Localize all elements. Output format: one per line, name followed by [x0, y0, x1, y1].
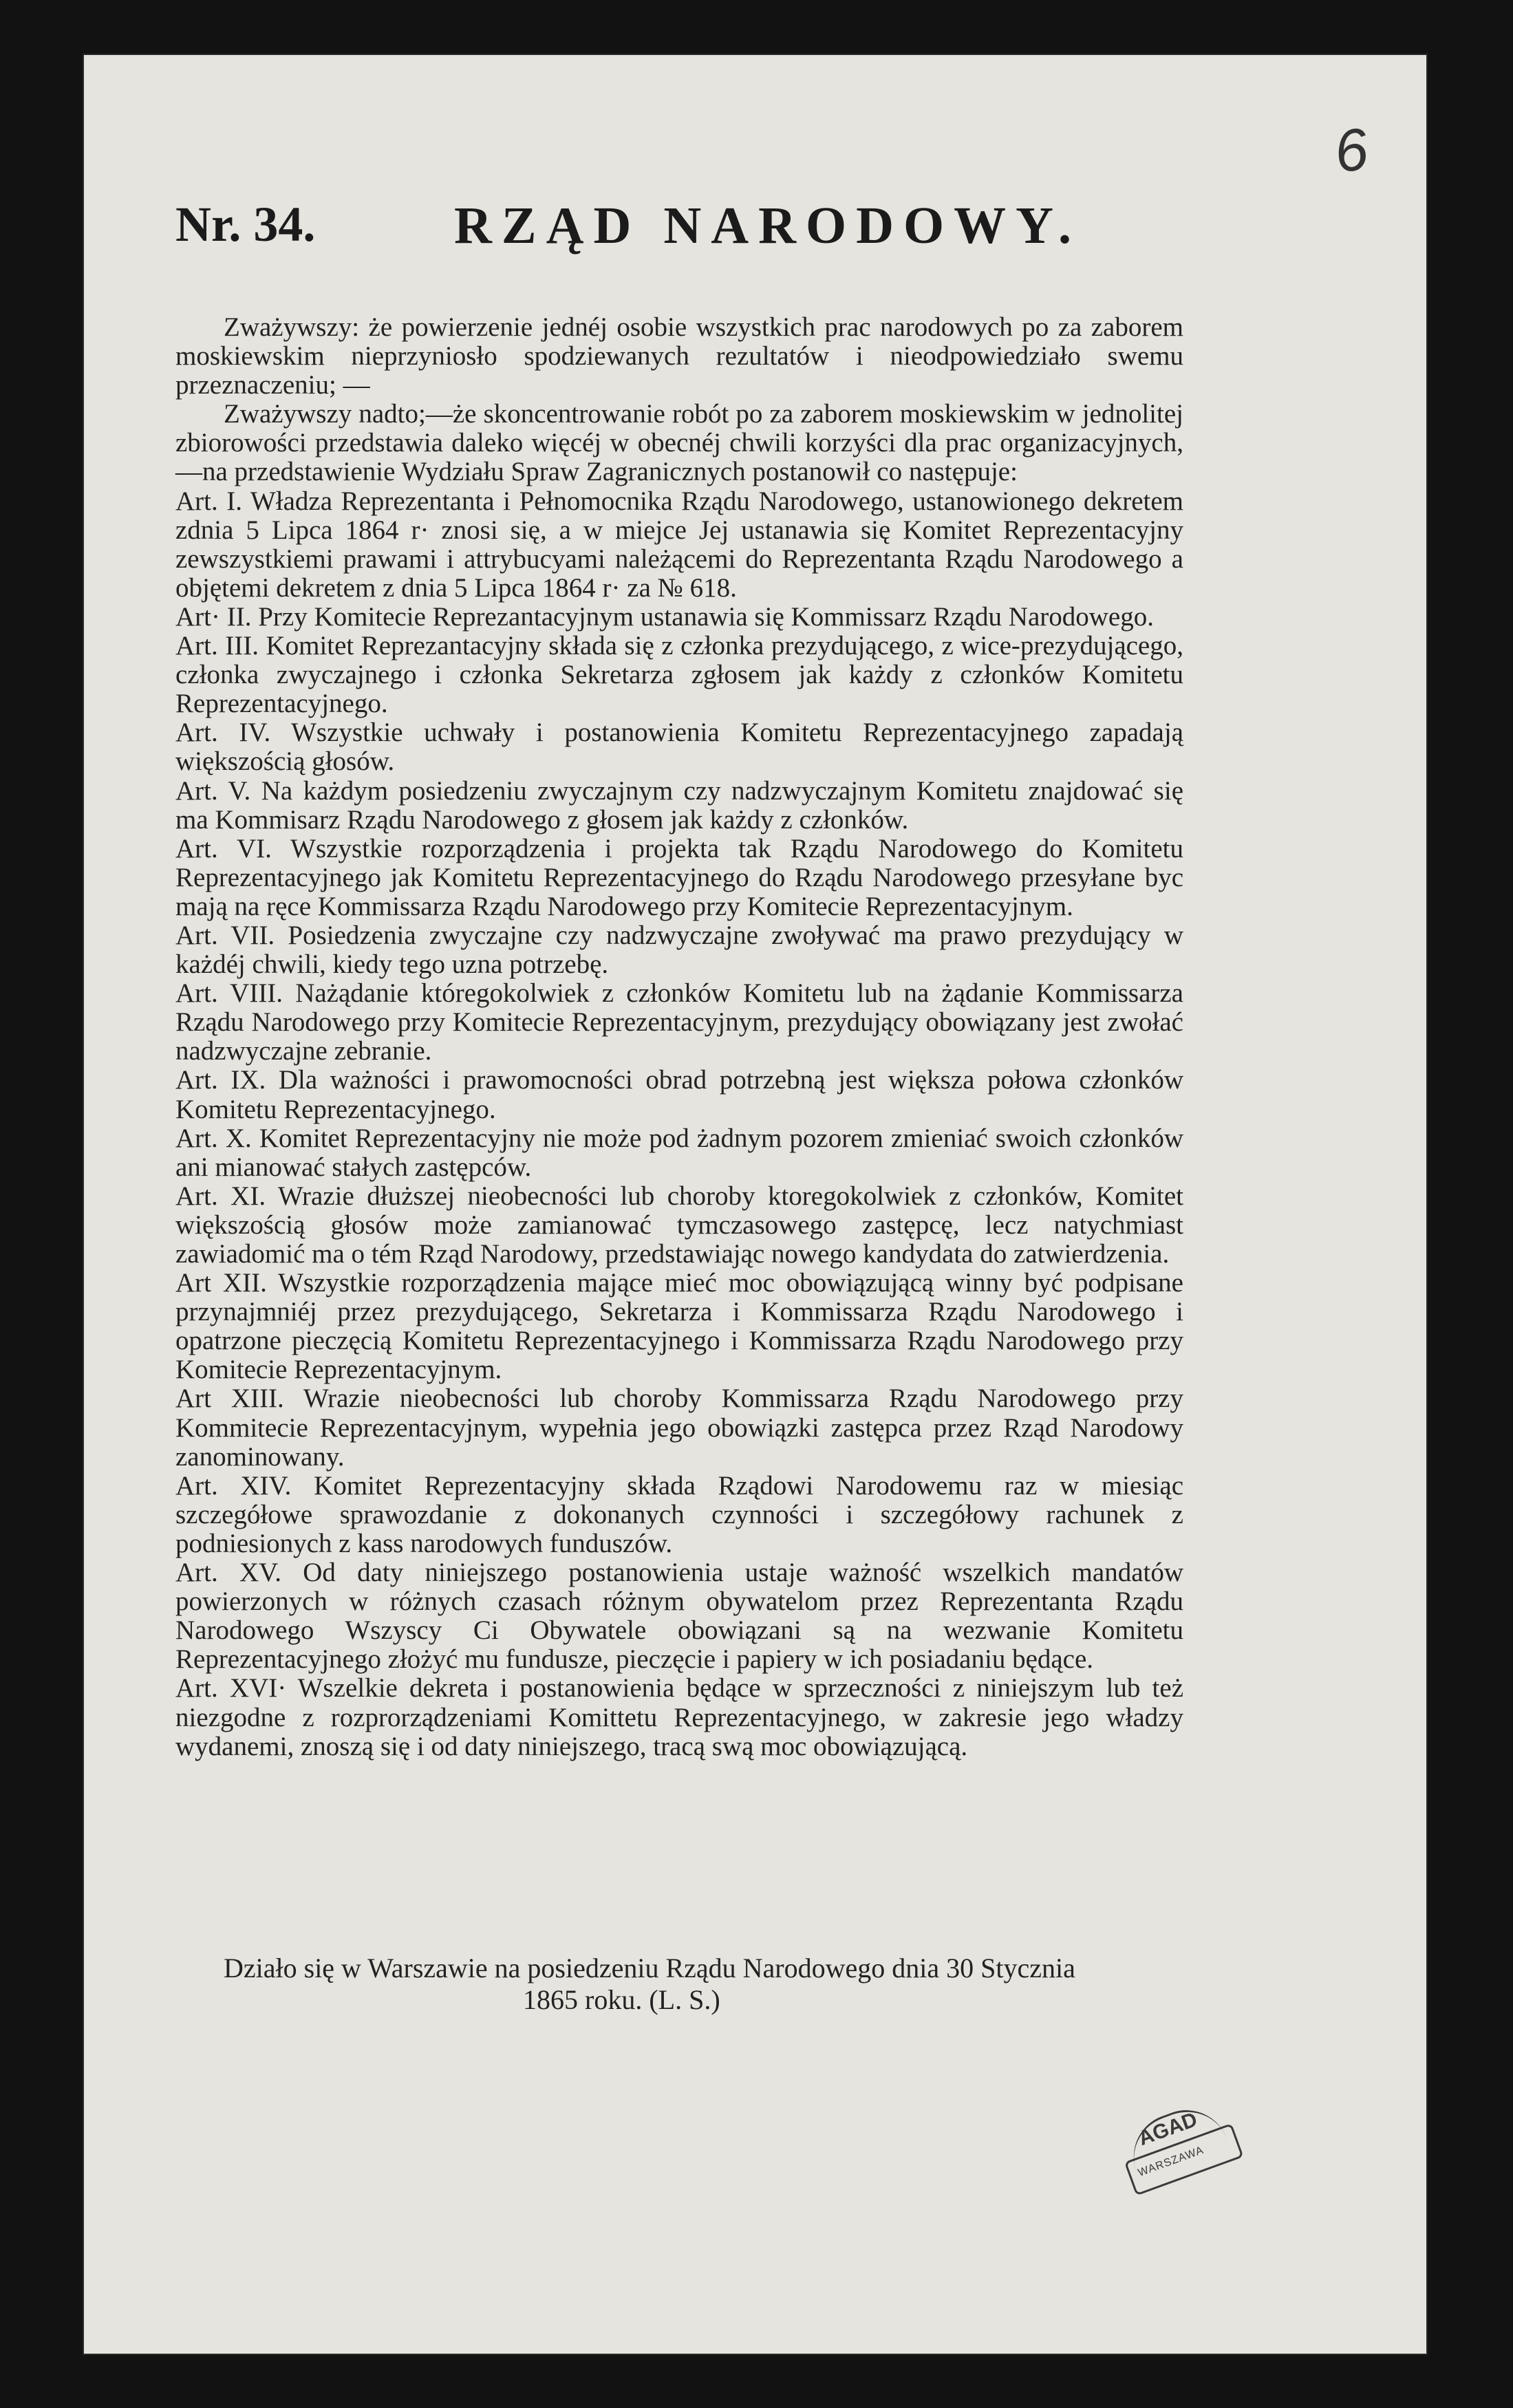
article-text: Przy Komitecie Reprezantacyjnym ustanawia się Kommissarz Rządu Narodowego.: [258, 601, 1154, 632]
article: [175, 1182, 1183, 1269]
article-text: Na każdym posiedzeniu zwyczajnym czy nadzwyczajnym Komitetu znajdować się ma Kommisarz Rządu Narodowego z głosem jak każdy z członków.: [175, 775, 1183, 835]
article: [175, 718, 1183, 776]
article-text: Posiedzenia zwyczajne czy nadzwyczajne zwoływać ma prawo prezydujący w każdéj chwili, kiedy tego uzna potrzebę.: [175, 920, 1183, 980]
article: [175, 603, 1183, 632]
document-title: RZĄD NARODOWY.: [454, 197, 1082, 255]
article-label: Art. III.: [175, 631, 259, 661]
article-text: Nażądanie któregokolwiek z członków Komitetu lub na żądanie Kommissarza Rządu Narodowego przy Komitecie Reprezentacyjnym, prezydujący obowiązany jest zwołać nadzwyczajne zebranie.: [175, 978, 1183, 1066]
preamble-paragraph: Zważywszy nadto;—że skoncentrowanie robót po za zaborem moskiewskim w jednolitej zbiorowości przedstawia daleko więcéj w obecnéj chwili korzyści dla prac organizacyjnych,—na przedstawienie Wydziału Spraw Zagranicznych postanowił co następuje:: [175, 399, 1183, 487]
article-text: Wszystkie uchwały i postanowienia Komitetu Reprezentacyjnego zapadają większością głosów.: [175, 718, 1183, 777]
article-label: Art. I.: [175, 486, 243, 516]
decree-body: [175, 313, 1183, 1761]
article-text: Władza Reprezentanta i Pełnomocnika Rządu Narodowego, ustanowionego dekretem zdnia 5 Lipca 1864 r· znosi się, a w miejce Jej ustanawia się Komitet Reprezentacyjny zewszystkiemi prawami i attrybucyami należącemi do Reprezentanta Rządu Narodowego a objętemi dekretem z dnia 5 Lipca 1864 r· za № 618.: [175, 486, 1184, 603]
article: [175, 777, 1183, 835]
article-text: Wszelkie dekreta i postanowienia będące w sprzeczności z niniejszym lub też niezgodne z rozprorządzeniami Komittetu Reprezentacyjnego, w zakresie jego władzy wydanemi, znoszą się i od daty niniejszego, tracą swą moc obowiązującą.: [175, 1673, 1184, 1761]
article-text: Wszystkie rozporządzenia i projekta tak Rządu Narodowego do Komitetu Reprezentacyjnego jak Komitetu Reprezentacyjnego do Rządu Narodowego przesyłane byc mają na ręce Kommissarza Rządu Narodowego przy Komitecie Reprezentacyjnym.: [175, 833, 1183, 921]
article-label: Art. IV.: [175, 718, 271, 748]
article-label: Art. VII.: [175, 920, 275, 950]
preamble-paragraph: Zważywszy: że powierzenie jednéj osobie wszystkich prac narodowych po za zaborem moskiewskim nieprzyniosło spodziewanych rezultatów i nieodpowiedziało swemu przeznaczeniu; —: [175, 312, 1183, 400]
article-label: Art XII.: [175, 1268, 267, 1298]
article-text: Komitet Reprezentacyjny składa Rządowi Narodowemu raz w miesiąc szczegółowe sprawozdanie z dokonanych czynności i szczegółowy rachunek z podniesionych z kass narodowych funduszów.: [175, 1470, 1183, 1558]
closing-date-seal: 1865 roku. (L. S.): [523, 1984, 720, 2015]
stamp-agad-text: AGAD: [1135, 2108, 1201, 2151]
article-label: Art. VI.: [175, 833, 272, 863]
article-text: Od daty niniejszego postanowienia ustaje ważność wszelkich mandatów powierzonych w różnych czasach różnym obywatelom przez Reprezentanta Rządu Narodowego Wszyscy Ci Obywatele obowiązani są na wezwanie Komitetu Reprezentacyjnego złożyć mu fundusze, pieczęcie i papiery w ich posiadaniu będące.: [175, 1558, 1184, 1675]
article: [175, 1558, 1183, 1674]
page-number: 6: [1330, 116, 1373, 186]
stamp-warszawa-text: WARSZAWA: [1136, 2144, 1205, 2180]
closing-line: Działo się w Warszawie na posiedzeniu Rządu Narodowego dnia 30 Stycznia: [224, 1953, 1075, 1984]
article: [175, 979, 1183, 1066]
article-text: Wszystkie rozporządzenia mające mieć moc obowiązującą winny być podpisane przynajmniéj przez prezydującego, Sekretarza i Kommissarza Rządu Narodowego i opatrzone pieczęcią Komitetu Reprezentacyjnego i Kommissarza Rządu Narodowego przy Komitecie Reprezentacyjnym.: [175, 1268, 1183, 1385]
article-label: Art. X.: [175, 1123, 252, 1153]
article: [175, 1674, 1183, 1761]
article: [175, 632, 1183, 718]
article-text: Wrazie dłuższej nieobecności lub choroby ktoregokolwiek z członków, Komitet większością głosów może zamianować tymczasowego zastępcę, lecz natychmiast zawiadomić ma o tém Rząd Narodowy, przedstawiając nowego kandydata do zatwierdzenia.: [175, 1181, 1184, 1269]
article-text: Dla ważności i prawomocności obrad potrzebną jest większa połowa członków Komitetu Reprezentacyjnego.: [175, 1065, 1184, 1124]
article-text: Komitet Reprezentacyjny nie może pod żadnym pozorem zmieniać swoich członków ani mianować stałych zastępców.: [175, 1123, 1184, 1182]
article: [175, 1124, 1183, 1182]
article: [175, 1384, 1183, 1471]
article-label: Art XIII.: [175, 1384, 284, 1414]
article-label: Art. XIV.: [175, 1470, 292, 1501]
article-label: Art. VIII.: [175, 978, 283, 1009]
closing-statement: [224, 1953, 1187, 2016]
document-header: [175, 196, 1311, 272]
article: [175, 1066, 1183, 1124]
article-label: Art. XV.: [175, 1558, 281, 1588]
article-label: Art. V.: [175, 775, 251, 806]
article-text: Komitet Reprezantacyjny składa się z członka prezydującego, z wice-prezydującego, członka zwyczajnego i członka Sekretarza zgłosem jak każdy z członków Komitetu Reprezentacyjnego.: [175, 631, 1183, 719]
article-text: Wrazie nieobecności lub choroby Kommissarza Rządu Narodowego przy Kommitecie Reprezentacyjnym, wypełnia jego obowiązki zastępca przez Rząd Narodowy zanominowany.: [175, 1384, 1183, 1472]
decree-number: Nr. 34.: [175, 197, 316, 252]
article: [175, 835, 1183, 921]
article-label: Art. IX.: [175, 1065, 266, 1095]
article: [175, 1269, 1183, 1384]
article: [175, 921, 1183, 979]
article-label: Art. XI.: [175, 1181, 266, 1211]
article-label: Art· II.: [175, 601, 252, 632]
article: [175, 1472, 1183, 1558]
article-label: Art. XVI·: [175, 1673, 287, 1703]
article: [175, 487, 1183, 603]
